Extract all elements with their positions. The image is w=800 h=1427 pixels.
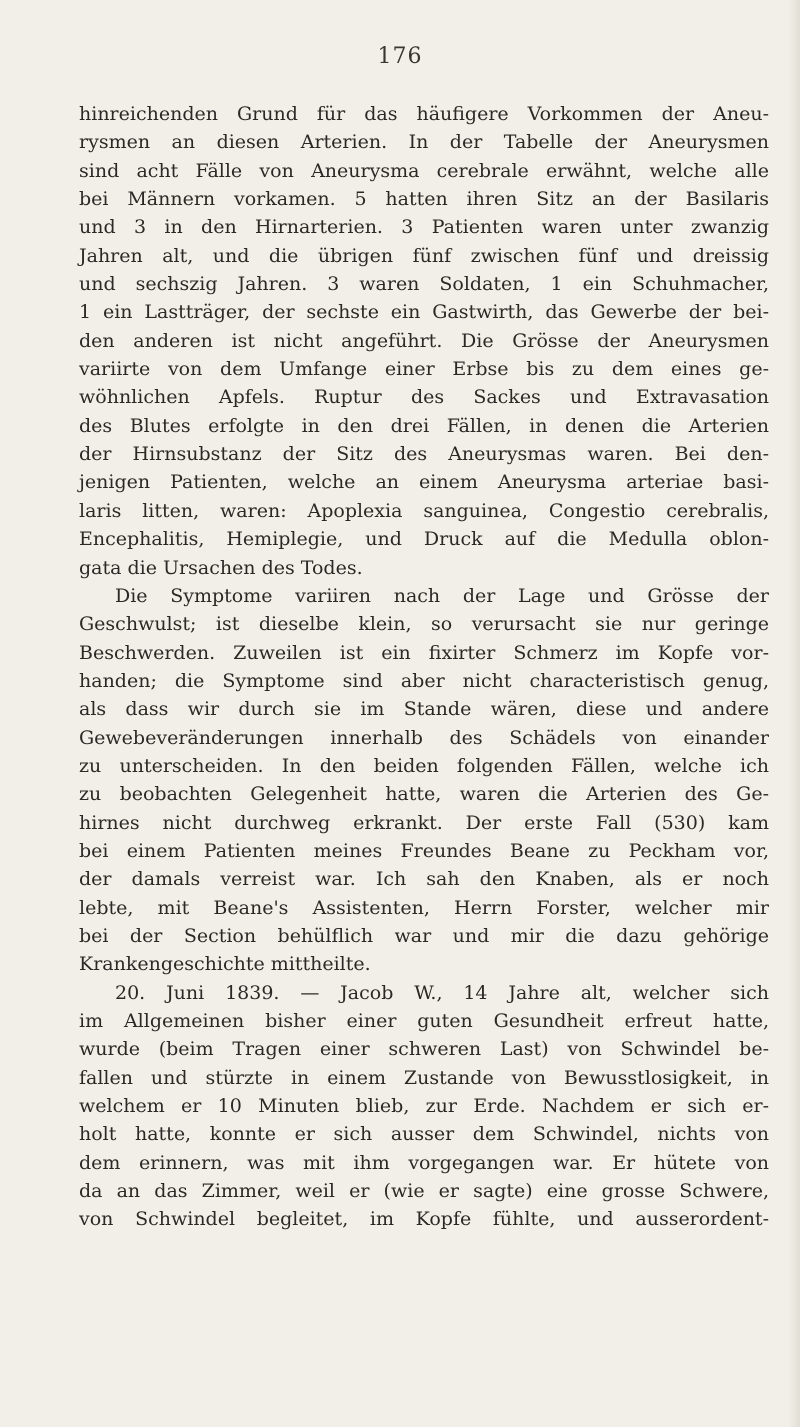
text-line: holt hatte, konnte er sich ausser dem Schwindel, nichts von: [79, 1123, 769, 1146]
text-line: und 3 in den Hirnarterien. 3 Patienten waren unter zwanzig: [79, 216, 769, 239]
text-line: Gewebeveränderungen innerhalb des Schädels von einander: [79, 726, 769, 749]
text-line: bei Männern vorkamen. 5 hatten ihren Sitz an der Basilaris: [79, 188, 769, 211]
text-line: Encephalitis, Hemiplegie, und Druck auf die Medulla oblon-: [79, 528, 769, 551]
page-number: 176: [377, 44, 423, 69]
text-line: bei der Section behülflich war und mir die dazu gehörige: [79, 924, 769, 947]
text-line: Jahren alt, und die übrigen fünf zwischen fünf und dreissig: [79, 244, 769, 267]
text-line: jenigen Patienten, welche an einem Aneurysma arteriae basi-: [79, 471, 769, 494]
text-line: sind acht Fälle von Aneurysma cerebrale erwähnt, welche alle: [79, 159, 769, 182]
text-line: Die Symptome variiren nach der Lage und Grösse der: [115, 584, 769, 607]
text-line: dem erinnern, was mit ihm vorgegangen war. Er hütete von: [79, 1151, 769, 1174]
text-line: Beschwerden. Zuweilen ist ein fixirter Schmerz im Kopfe vor-: [79, 641, 769, 664]
text-line: bei einem Patienten meines Freundes Beane zu Peckham vor,: [79, 839, 769, 862]
text-line: als dass wir durch sie im Stande wären, diese und andere: [79, 698, 769, 721]
text-line: der damals verreist war. Ich sah den Knaben, als er noch: [79, 868, 769, 891]
text-line: von Schwindel begleitet, im Kopfe fühlte, und ausserordent-: [79, 1208, 769, 1231]
text-line: zu beobachten Gelegenheit hatte, waren die Arterien des Ge-: [79, 783, 769, 806]
text-line: fallen und stürzte in einem Zustande von Bewusstlosigkeit, in: [79, 1066, 769, 1089]
text-line: da an das Zimmer, weil er (wie er sagte) eine grosse Schwere,: [79, 1180, 769, 1203]
text-line: hirnes nicht durchweg erkrankt. Der erste Fall (530) kam: [79, 811, 769, 834]
text-line: Krankengeschichte mittheilte.: [79, 953, 371, 976]
text-line: handen; die Symptome sind aber nicht characteristisch genug,: [79, 669, 769, 692]
text-line: 1 ein Lastträger, der sechste ein Gastwirth, das Gewerbe der bei-: [79, 301, 769, 324]
text-line: der Hirnsubstanz der Sitz des Aneurysmas waren. Bei den-: [79, 443, 769, 466]
text-line: wöhnlichen Apfels. Ruptur des Sackes und Extravasation: [79, 386, 769, 409]
text-line: hinreichenden Grund für das häufigere Vorkommen der Aneu-: [79, 103, 769, 125]
text-line: laris litten, waren: Apoplexia sanguinea, Congestio cerebralis,: [79, 499, 769, 522]
page-edge-shadow: [788, 0, 800, 1427]
body-text: [79, 100, 769, 1234]
text-line: 20. Juni 1839. — Jacob W., 14 Jahre alt, welcher sich: [115, 981, 769, 1004]
text-line: und sechszig Jahren. 3 waren Soldaten, 1 ein Schuhmacher,: [79, 273, 769, 296]
text-line: gata die Ursachen des Todes.: [79, 556, 363, 579]
text-line: zu unterscheiden. In den beiden folgenden Fällen, welche ich: [79, 754, 769, 777]
text-line: variirte von dem Umfange einer Erbse bis zu dem eines ge-: [79, 358, 769, 381]
text-line: welchem er 10 Minuten blieb, zur Erde. Nachdem er sich er-: [79, 1095, 769, 1118]
text-line: den anderen ist nicht angeführt. Die Grösse der Aneurysmen: [79, 329, 769, 352]
text-line: lebte, mit Beane's Assistenten, Herrn Forster, welcher mir: [79, 896, 769, 919]
text-line: Geschwulst; ist dieselbe klein, so verursacht sie nur geringe: [79, 613, 769, 636]
text-line: des Blutes erfolgte in den drei Fällen, in denen die Arterien: [79, 414, 769, 437]
text-line: rysmen an diesen Arterien. In der Tabelle der Aneurysmen: [79, 131, 769, 154]
text-line: im Allgemeinen bisher einer guten Gesundheit erfreut hatte,: [79, 1010, 769, 1032]
text-line: wurde (beim Tragen einer schweren Last) von Schwindel be-: [79, 1038, 769, 1061]
